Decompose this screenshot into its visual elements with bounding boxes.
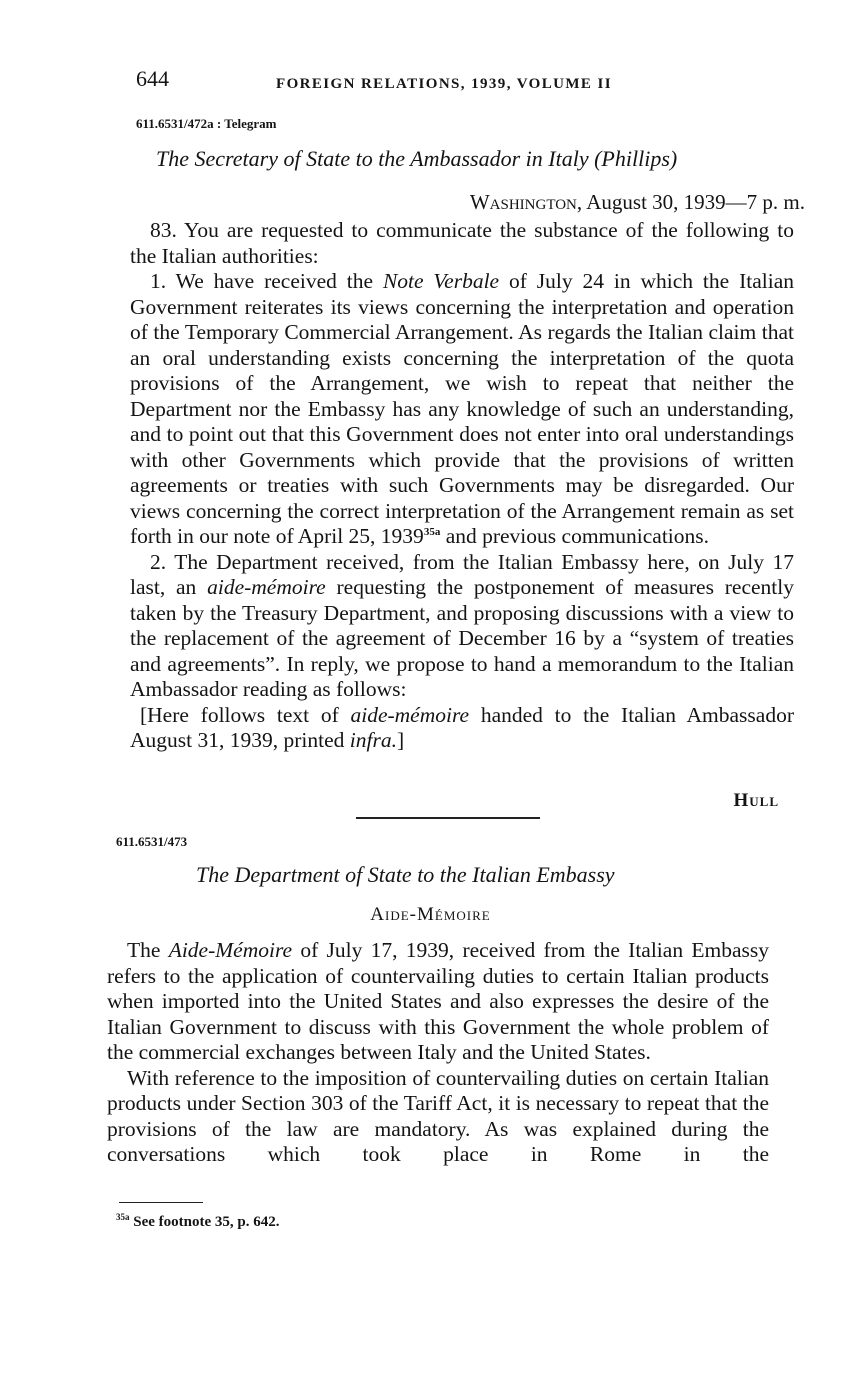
memo-file-number: 611.6531/473	[116, 834, 188, 849]
telegram-file-number: 611.6531/472a : Telegram	[136, 116, 277, 131]
telegram-paragraph: 83. You are requested to communicate the substance of the following to the Italian authorities:	[130, 218, 794, 268]
memo-body	[107, 938, 769, 1168]
editorial-note: [Here follows text of aide-mémoire handed to the Italian Ambassador August 31, 1939, printed infra.]	[130, 702, 794, 752]
footnote-reference: 35a	[423, 525, 441, 538]
footnote-marker: 35a	[116, 1212, 130, 1222]
dateline	[470, 190, 805, 215]
telegram-title	[156, 146, 677, 172]
memo-paragraph: With reference to the imposition of countervailing duties on certain Italian products under Section 303 of the Tariff Act, it is necessary to repeat that the provisions of the law are mandatory. As was explained during the conversations which took place in Rome in the	[107, 1065, 769, 1166]
section-divider	[356, 817, 540, 819]
telegram-title-person: (Phillips)	[594, 146, 678, 171]
memo-title: The Department of State to the Italian Embassy	[196, 862, 615, 887]
running-head	[136, 66, 796, 96]
telegram-paragraph: 1. We have received the Note Verbale of July 24 in which the Italian Government reiterates its views concerning the interpretation and operation of the Temporary Commercial Arrangement. As regards the Italian claim that an oral understanding exists concerning the interpretation of the quota provisions of the Arrangement, we wish to repeat that neither the Department nor the Embassy has any knowledge of such an understanding, and to point out that this Government does not enter into oral understandings with other Governments which provide that the provisions of written agreements or treaties with such Governments may be disregarded. Our views concerning the correct interpretation of the Arrangement remain as set forth in our note of April 25, $1939^{35a}$ and previous communications.	[130, 269, 794, 548]
footnote	[116, 1214, 280, 1231]
memo-paragraph: The Aide-Mémoire of July 17, 1939, received from the Italian Embassy refers to the application of countervailing duties to certain Italian products when imported into the United States and also expresses the desire of the Italian Government to discuss with this Government the whole problem of the commercial exchanges between Italy and the United States.	[107, 938, 769, 1064]
memo-heading: Aide-Mémoire	[370, 904, 491, 925]
signature: Hull	[733, 790, 779, 811]
running-title: FOREIGN RELATIONS, 1939, VOLUME II	[276, 76, 612, 92]
telegram-title-main: The Secretary of State to the Ambassador in Italy	[156, 146, 589, 171]
footnote-text: See footnote 35, p. 642.	[129, 1214, 280, 1230]
page-number: 644	[136, 66, 169, 91]
telegram-paragraph: 2. The Department received, from the Italian Embassy here, on July 17 last, an aide-mémoire requesting the postponement of measures recently taken by the Treasury Department, and proposing discussions with a view to the replacement of the agreement of December 16 by a “system of treaties and agreements”. In reply, we propose to hand a memorandum to the Italian Ambassador reading as follows:	[130, 549, 794, 701]
dateline-place: Washington	[469, 190, 577, 214]
dateline-date: , August 30, 1939—7 p. m.	[576, 190, 805, 214]
telegram-body	[130, 218, 794, 754]
footnote-rule	[119, 1202, 203, 1203]
